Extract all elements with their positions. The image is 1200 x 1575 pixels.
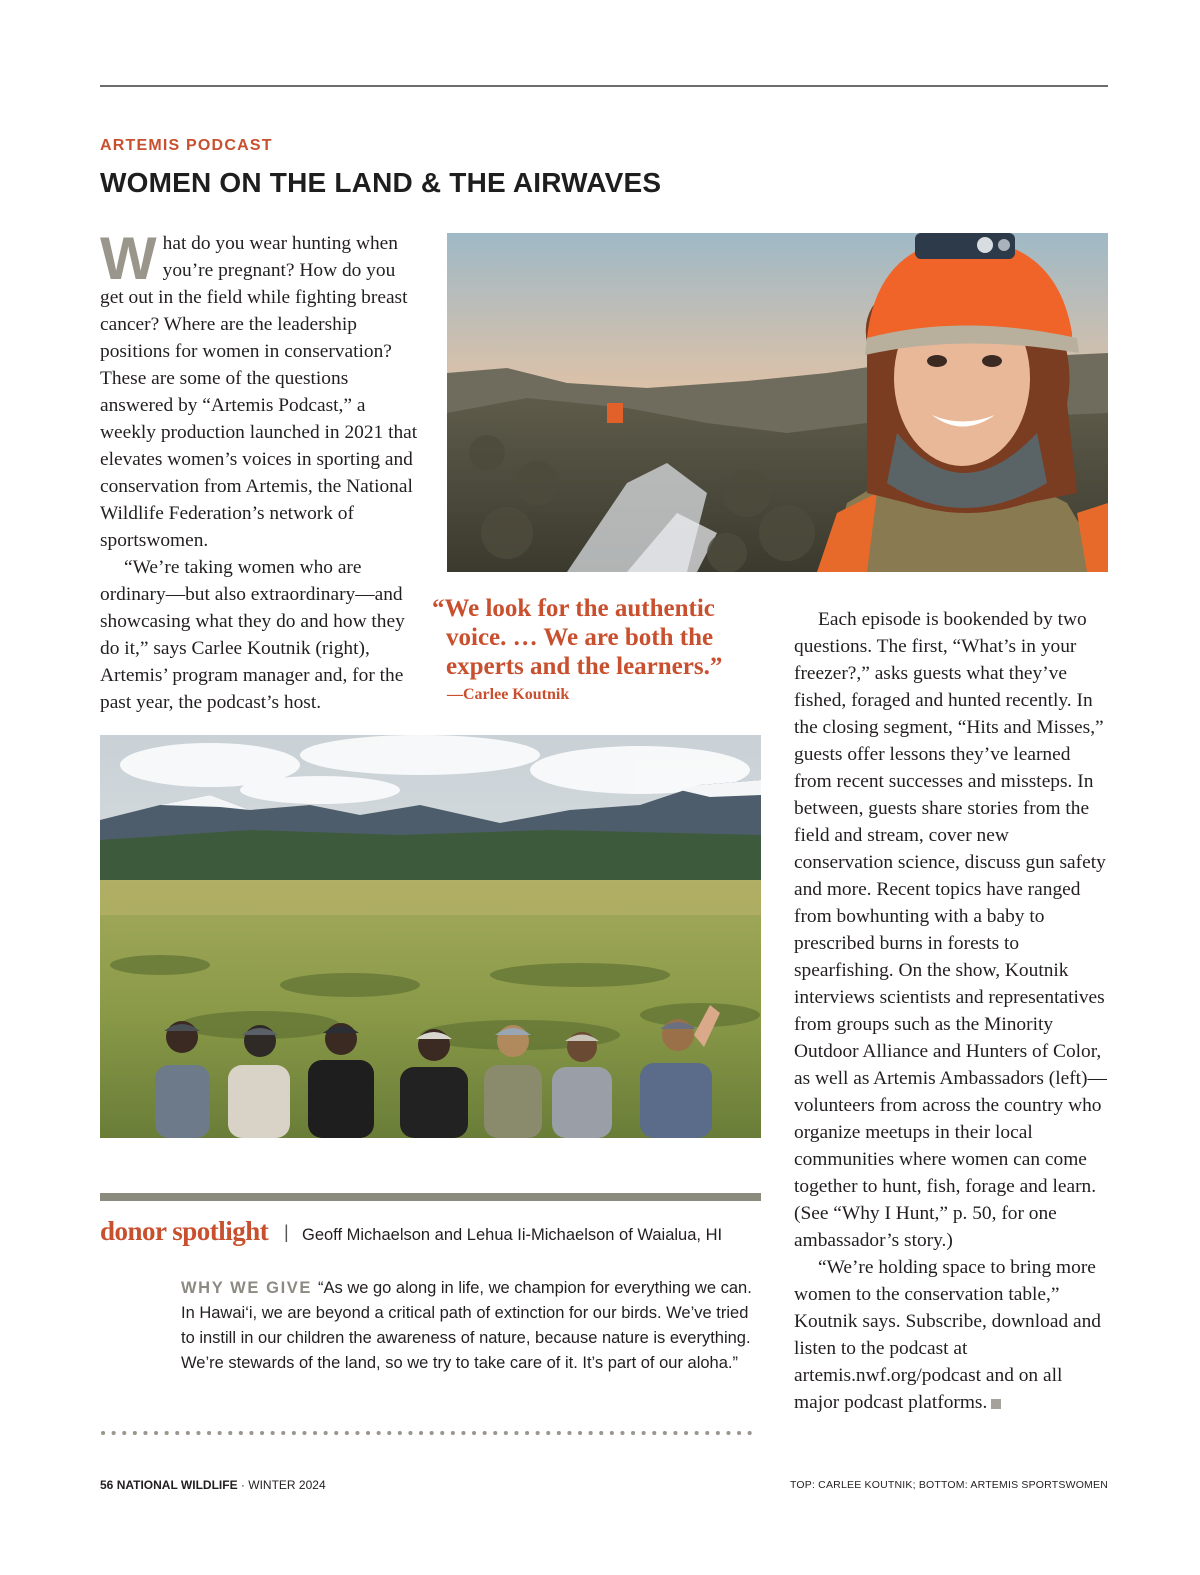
paragraph-subscribe — [794, 1254, 1110, 1416]
drop-cap: W — [100, 225, 157, 292]
donor-names: Geoff Michaelson and Lehua Ii-Michaelson of Waialua, HI — [302, 1226, 723, 1244]
issue-date: WINTER 2024 — [248, 1478, 326, 1492]
end-of-article-mark — [991, 1399, 1001, 1409]
photo-hunter-selfie — [447, 233, 1108, 572]
footer-folio — [100, 1478, 326, 1492]
donor-separator: | — [284, 1222, 289, 1242]
donor-quote-text: “As we go along in life, we champion for everything we can. In Hawai‘i, we are beyond a critical path of extinction for our birds. We’ve tried to instill in our children the awareness of nature, because nature is everything. We’re stewards of the land, so we try to take care of it. It’s part of our aloha.” — [181, 1279, 752, 1372]
donor-spotlight-title: donor spotlight — [100, 1216, 269, 1246]
dotted-divider — [100, 1430, 761, 1436]
donor-spotlight-rule — [100, 1193, 761, 1201]
paragraph-quote-koutnik: “We’re taking women who are ordinary—but also extraordinary—and showcasing what they do and how they do it,” says Carlee Koutnik (right), Artemis’ program manager and, for the past year, the podcast’s host. — [100, 557, 405, 713]
right-column — [794, 606, 1110, 1416]
page-number: 56 — [100, 1478, 114, 1492]
selfie-illustration — [447, 233, 1108, 572]
lead-paragraph — [100, 225, 418, 554]
photo-credits: TOP: CARLEE KOUTNIK; BOTTOM: ARTEMIS SPORTSWOMEN — [789, 1479, 1108, 1491]
paragraph-episode-format: Each episode is bookended by two questions. The first, “What’s in your freezer?,” asks guests what they’ve fished, foraged and hunted recently. In the closing segment, “Hits and Misses,” guests offer lessons they’ve learned from recent successes and missteps. In between, guests share stories from the field and stream, cover new conservation science, discuss gun safety and more. Recent topics have ranged from bowhunting with a baby to prescribed burns in forests to spearfishing. On the show, Koutnik interviews scientists and representatives from groups such as the Minority Outdoor Alliance and Hunters of Color, as well as Artemis Ambassadors (left)—volunteers from across the country who organize meetups in their local communities where women can come together to hunt, fish, forage and learn. (See “Why I Hunt,” p. 50, for one ambassador’s story.) — [794, 609, 1107, 1251]
lead-paragraph-text: hat do you wear hunting when you’re pregnant? How do you get out in the field while fighting breast cancer? Where are the leadership positions for women in conservation? These are some of the questions answered by “Artemis Podcast,” a weekly production launched in 2021 that elevates women’s voices in sporting and conservation from Artemis, the National Wildlife Federation’s network of sportswomen. — [100, 233, 418, 551]
donor-quote — [181, 1276, 766, 1376]
top-rule — [100, 85, 1108, 87]
article-headline: WOMEN ON THE LAND & THE AIRWAVES — [100, 167, 662, 198]
why-we-give-label: WHY WE GIVE — [181, 1279, 312, 1297]
meadow-illustration — [100, 735, 761, 1138]
left-column — [100, 225, 418, 716]
footer-dot: · — [240, 1478, 245, 1492]
pull-quote-attribution: —Carlee Koutnik — [447, 686, 570, 703]
photo-artemis-ambassadors — [100, 735, 761, 1138]
section-kicker: ARTEMIS PODCAST — [100, 137, 273, 154]
pull-quote — [432, 594, 762, 681]
pull-quote-text: “We look for the authentic voice. … We are both the experts and the learners.” — [432, 595, 723, 680]
paragraph-subscribe-text: “We’re holding space to bring more women to the conservation table,” Koutnik says. Subscribe, download and listen to the podcast at artemis.nwf.org/podcast and on all major podcast platforms. — [794, 1257, 1101, 1413]
magazine-name: NATIONAL WILDLIFE — [116, 1478, 238, 1492]
